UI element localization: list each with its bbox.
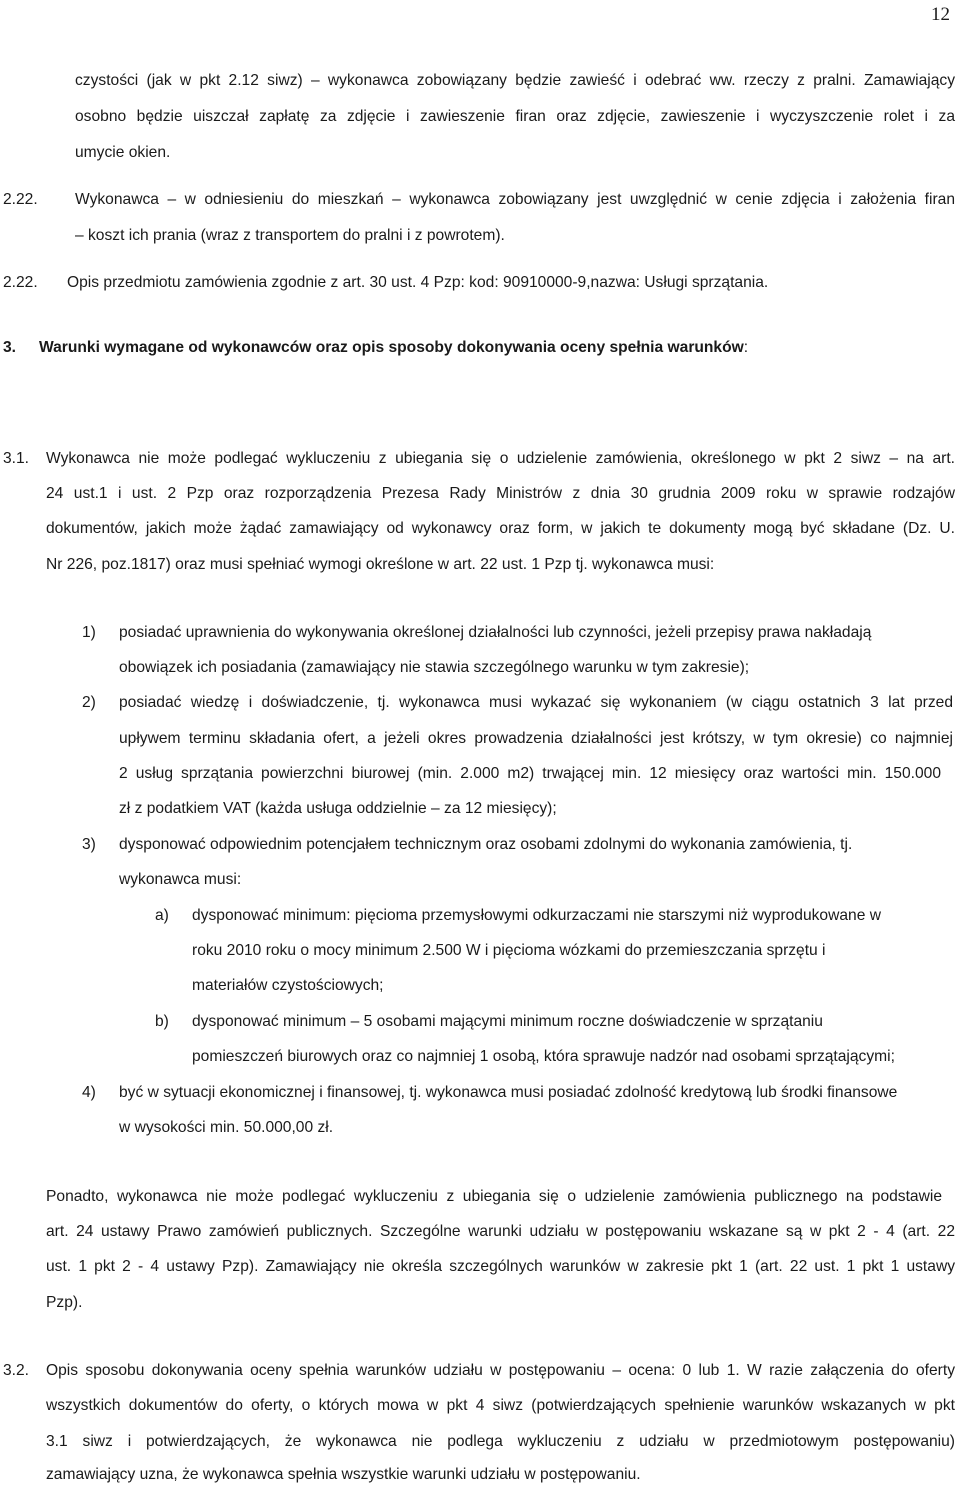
- text-line: obowiązek ich posiadania (zamawiający nie stawia szczególnego warunku w tym zakresie);: [119, 659, 750, 676]
- text-line: dokumentów, jakich może żądać zamawiający od wykonawcy oraz form, w jakich te dokumenty mogą być składane (Dz. U.: [46, 520, 955, 537]
- list-item-number: 3): [82, 836, 96, 853]
- page-number: 12: [931, 4, 950, 25]
- sub-item-letter: a): [155, 907, 169, 924]
- text-line: – koszt ich prania (wraz z transportem do pralni i z powrotem).: [75, 227, 505, 244]
- text-line: zł z podatkiem VAT (każda usługa oddzielnie – za 12 miesięcy);: [119, 800, 557, 817]
- list-item-number: 4): [82, 1084, 96, 1101]
- text-line: roku 2010 roku o mocy minimum 2.500 W i pięcioma wózkami do przemieszczania sprzętu i: [192, 942, 826, 959]
- text-line: Wykonawca nie może podlegać wykluczeniu z ubiegania się o udzielenie zamówienia, określonego w pkt 2 siwz – na art.: [46, 450, 955, 467]
- list-item-number: 2): [82, 694, 96, 711]
- text-line: wykonawca musi:: [119, 871, 242, 888]
- text-line: zamawiający uzna, że wykonawca spełnia wszystkie warunki udziału w postępowaniu.: [46, 1466, 641, 1483]
- text-line: umycie okien.: [75, 144, 171, 161]
- text-line: dysponować minimum: pięcioma przemysłowymi odkurzaczami nie starszymi niż wyprodukowane w: [192, 907, 881, 924]
- text-line: być w sytuacji ekonomicznej i finansowej, tj. wykonawca musi posiadać zdolność kredytową lub środki finansowe: [119, 1084, 898, 1101]
- heading-text: Warunki wymagane od wykonawców oraz opis sposoby dokonywania oceny spełnia warunków: [39, 339, 744, 356]
- text-line: czystości (jak w pkt 2.12 siwz) – wykonawca zobowiązany będzie zawieść i odebrać ww. rzeczy z pralni. Zamawiający: [75, 72, 955, 89]
- text-line: w wysokości min. 50.000,00 zł.: [119, 1119, 334, 1136]
- section-number: 2.22.: [3, 274, 38, 291]
- text-line: 24 ust.1 i ust. 2 Pzp oraz rozporządzenia Prezesa Rady Ministrów z dnia 30 grudnia 2009 roku w sprawie rodzajów: [46, 485, 955, 502]
- text-line: posiadać wiedzę i doświadczenie, tj. wykonawca musi wykazać się wykonaniem (w ciągu ostatnich 3 lat przed: [119, 694, 953, 711]
- text-line: dysponować odpowiednim potencjałem technicznym oraz osobami zdolnymi do wykonania zamówienia, tj.: [119, 836, 853, 853]
- text-line: ust. 1 pkt 2 - 4 ustawy Pzp). Zamawiający nie określa szczególnych warunków w zakresie pkt 1 (art. 22 ust. 1 pkt 1 ustawy: [46, 1258, 955, 1275]
- text-line: upływem terminu składania ofert, a jeżeli okres prowadzenia działalności jest krótszy, w tym okresie) co najmniej: [119, 730, 953, 747]
- text-line: Pzp).: [46, 1294, 83, 1311]
- section-number: 3.: [3, 339, 17, 356]
- text-line: dysponować minimum – 5 osobami mającymi minimum roczne doświadczenie w sprzątaniu: [192, 1013, 823, 1030]
- text-line: pomieszczeń biurowych oraz co najmniej 1 osobą, która sprawuje nadzór nad osobami sprzątającymi;: [192, 1048, 895, 1065]
- text-line: Opis przedmiotu zamówienia zgodnie z art. 30 ust. 4 Pzp: kod: 90910000-9,nazwa: Usługi sprzątania.: [67, 274, 769, 291]
- heading-colon: :: [743, 339, 749, 356]
- section-number: 3.1.: [3, 450, 30, 467]
- text-line: Wykonawca – w odniesieniu do mieszkań – wykonawca zobowiązany jest uwzględnić w cenie zdjęcia i założenia firan: [75, 191, 955, 208]
- text-line: art. 24 ustawy Prawo zamówień publicznych. Szczególne warunki udziału w postępowaniu wskazane są w pkt 2 - 4 (art. 22: [46, 1223, 955, 1240]
- section-number: 3.2.: [3, 1362, 30, 1379]
- text-line: osobno będzie uiszczał zapłatę za zdjęcie i zawieszenie firan oraz zdjęcie, zawieszenie i wyczyszczenie rolet i za: [75, 108, 955, 125]
- sub-item-letter: b): [155, 1013, 169, 1030]
- text-line: 3.1 siwz i potwierdzających, że wykonawca nie podlega wykluczeniu z udziału w przedmiotowym postępowaniu): [46, 1433, 955, 1450]
- text-line: materiałów czystościowych;: [192, 977, 384, 994]
- list-item-number: 1): [82, 624, 96, 641]
- text-line: Ponadto, wykonawca nie może podlegać wykluczeniu z ubiegania się o udzielenie zamówienia publicznego na podstawie: [46, 1188, 942, 1205]
- text-line: Nr 226, poz.1817) oraz musi spełniać wymogi określone w art. 22 ust. 1 Pzp tj. wykonawca musi:: [46, 556, 715, 573]
- section-title: [39, 339, 748, 357]
- text-line: wszystkich dokumentów do oferty, o których mowa w pkt 4 siwz (potwierdzających spełnienie warunków wskazanych w pkt: [46, 1397, 955, 1414]
- section-number: 2.22.: [3, 191, 38, 208]
- text-line: 2 usług sprzątania powierzchni biurowej (min. 2.000 m2) trwającej min. 12 miesięcy oraz wartości min. 150.000: [119, 765, 941, 782]
- text-line: posiadać uprawnienia do wykonywania określonej działalności lub czynności, jeżeli przepisy prawa nakładają: [119, 624, 872, 641]
- text-line: Opis sposobu dokonywania oceny spełnia warunków udziału w postępowaniu – ocena: 0 lub 1. W razie załączenia do oferty: [46, 1362, 955, 1379]
